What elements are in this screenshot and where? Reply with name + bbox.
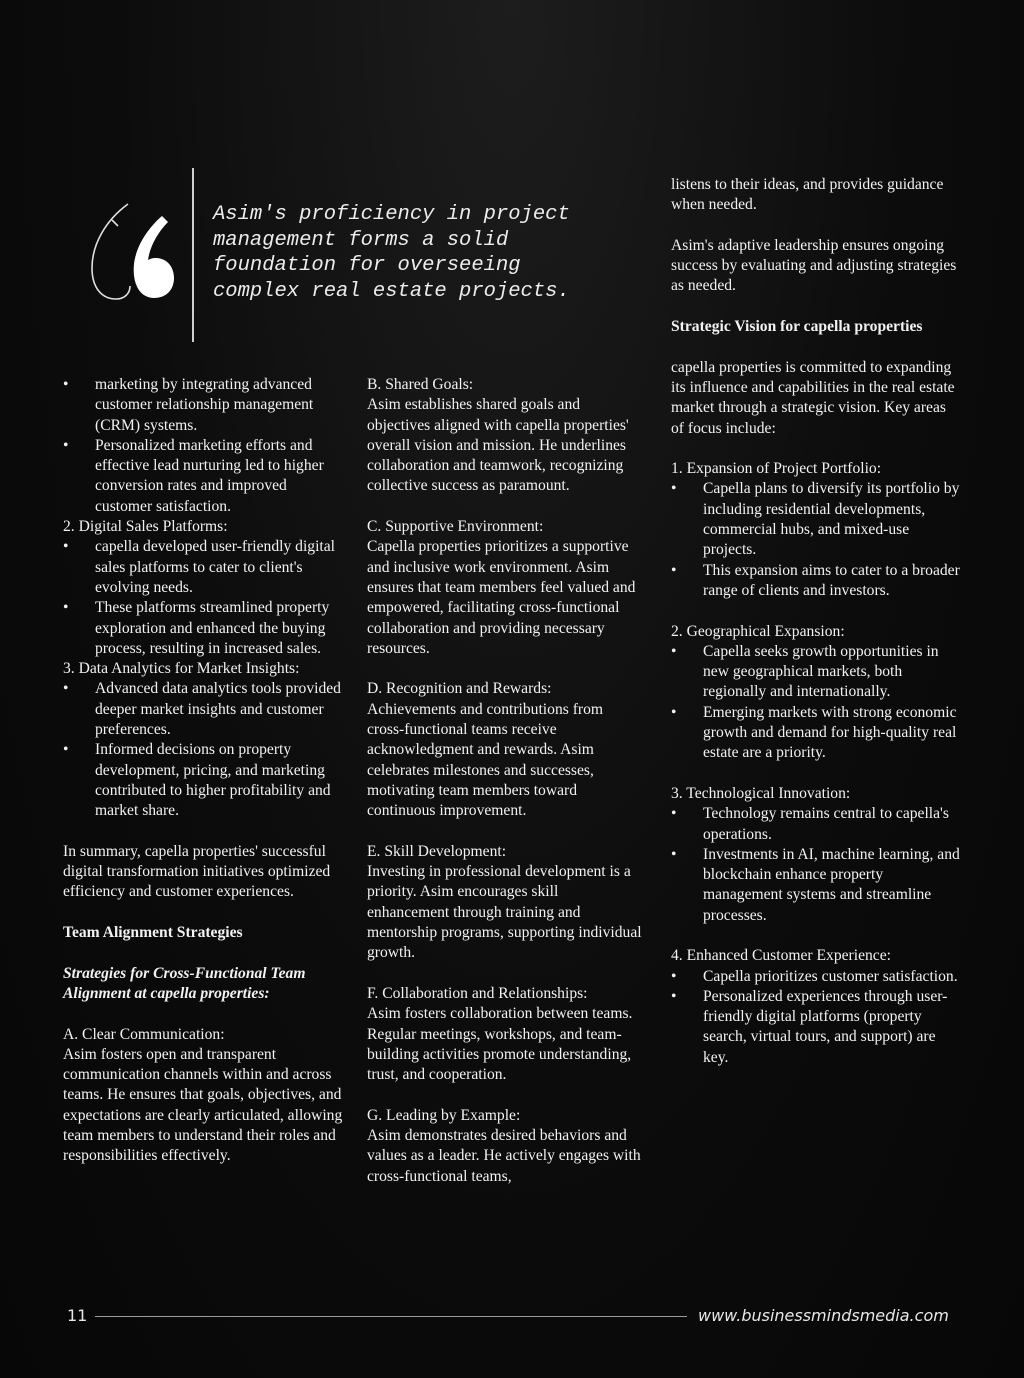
list-item: • capella developed user-friendly digital sales platforms to cater to client's evolving needs.: [63, 537, 345, 598]
strategy-body: Asim fosters open and transparent communication channels within and across teams. He ensures that goals, objectives, and expectations are clearly articulated, allowing team members to understand their roles and responsibilities effectively.: [63, 1045, 343, 1165]
list-item: • Capella prioritizes customer satisfaction.: [671, 967, 961, 987]
strategy-title: F. Collaboration and Relationships:: [367, 984, 588, 1002]
list-item: • Emerging markets with strong economic growth and demand for high-quality real estate are a priority.: [671, 703, 961, 764]
list-item: • Technology remains central to capella's operations.: [671, 804, 961, 845]
list-item: • Capella plans to diversify its portfolio by including residential developments, commercial hubs, and mixed-use projects.: [671, 479, 961, 560]
list-heading: 3. Data Analytics for Market Insights:: [63, 660, 300, 678]
bullet-list: [63, 375, 345, 517]
list-item: • Capella seeks growth opportunities in new geographical markets, both regionally and internationally.: [671, 642, 961, 703]
paragraph: listens to their ideas, and provides guidance when needed.: [671, 176, 944, 214]
list-item: • This expansion aims to cater to a broader range of clients and investors.: [671, 561, 961, 602]
list-item: • These platforms streamlined property exploration and enhanced the buying process, resulting in increased sales.: [63, 598, 345, 659]
section-subheading: Strategies for Cross-Functional Team Alignment at capella properties:: [63, 964, 306, 1002]
pull-quote-text: Asim's proficiency in project management forms a solid foundation for overseeing complex real estate projects.: [213, 203, 570, 303]
strategy-body: Asim fosters collaboration between teams. Regular meetings, workshops, and team-building activities promote understanding, trust, and cooperation.: [367, 1005, 633, 1084]
list-heading: 2. Digital Sales Platforms:: [63, 518, 228, 536]
strategy-body: Asim demonstrates desired behaviors and values as a leader. He actively engages with cross-functional teams,: [367, 1126, 641, 1185]
bullet-list: [671, 479, 961, 601]
page-number: 11: [67, 1306, 88, 1325]
bullet-list: [63, 679, 345, 821]
strategy-body: Achievements and contributions from cross-functional teams receive acknowledgment and rewards. Asim celebrates milestones and successes, motivating team members toward continuous improvement.: [367, 700, 604, 820]
website-link[interactable]: www.businessmindsmedia.com: [698, 1306, 949, 1325]
paragraph: capella properties is committed to expanding its influence and capabilities in the real estate market through a strategic vision. Key areas of focus include:: [671, 358, 955, 437]
strategy-title: B. Shared Goals:: [367, 376, 474, 393]
strategy-body: Investing in professional development is a priority. Asim encourages skill enhancement through training and mentorship programs, supporting individual growth.: [367, 863, 642, 962]
strategy-title: A. Clear Communication:: [63, 1025, 225, 1043]
section-heading: Team Alignment Strategies: [63, 924, 243, 942]
list-item: • Personalized experiences through user-friendly digital platforms (property search, virtual tours, and support) are key.: [671, 987, 961, 1068]
strategy-title: C. Supportive Environment:: [367, 518, 544, 536]
paragraph: Asim's adaptive leadership ensures ongoing success by evaluating and adjusting strategies as needed.: [671, 236, 957, 295]
bullet-list: [671, 804, 961, 926]
footer-divider: [95, 1316, 687, 1317]
list-item: • marketing by integrating advanced customer relationship management (CRM) systems.: [63, 375, 345, 436]
section-heading: Strategic Vision for capella properties: [671, 318, 923, 336]
quote-mark-icon: [88, 202, 188, 302]
bullet-list: [671, 642, 961, 764]
list-item: • Informed decisions on property development, pricing, and marketing contributed to higher profitability and market share.: [63, 740, 345, 821]
list-heading: 2. Geographical Expansion:: [671, 622, 845, 640]
bullet-list: [63, 537, 345, 659]
list-item: • Personalized marketing efforts and effective lead nurturing led to higher conversion rates and improved customer satisfaction.: [63, 436, 345, 517]
column-3: [671, 175, 961, 1068]
strategy-body: Asim establishes shared goals and objectives aligned with capella properties' overall vision and mission. He underlines collaboration and teamwork, recognizing collective success as paramount.: [367, 396, 629, 495]
pull-quote: [88, 168, 648, 344]
page-footer: [0, 1300, 1024, 1334]
bullet-list: [671, 967, 961, 1068]
strategy-title: E. Skill Development:: [367, 842, 507, 860]
list-heading: 3. Technological Innovation:: [671, 784, 851, 802]
column-1: [63, 375, 345, 1167]
list-item: • Investments in AI, machine learning, and blockchain enhance property management systems and streamline processes.: [671, 845, 961, 926]
strategy-title: D. Recognition and Rewards:: [367, 680, 552, 698]
strategy-body: Capella properties prioritizes a supportive and inclusive work environment. Asim ensures that team members feel valued and empowered, facilitating cross-functional collaboration and providing necessary resources.: [367, 538, 636, 657]
list-heading: 1. Expansion of Project Portfolio:: [671, 460, 882, 478]
list-heading: 4. Enhanced Customer Experience:: [671, 947, 891, 965]
strategy-title: G. Leading by Example:: [367, 1106, 521, 1124]
summary-paragraph: In summary, capella properties' successful digital transformation initiatives optimized efficiency and customer experiences.: [63, 842, 331, 901]
column-2: [367, 375, 643, 1187]
list-item: • Advanced data analytics tools provided deeper market insights and customer preferences.: [63, 679, 345, 740]
quote-divider: [192, 168, 194, 342]
